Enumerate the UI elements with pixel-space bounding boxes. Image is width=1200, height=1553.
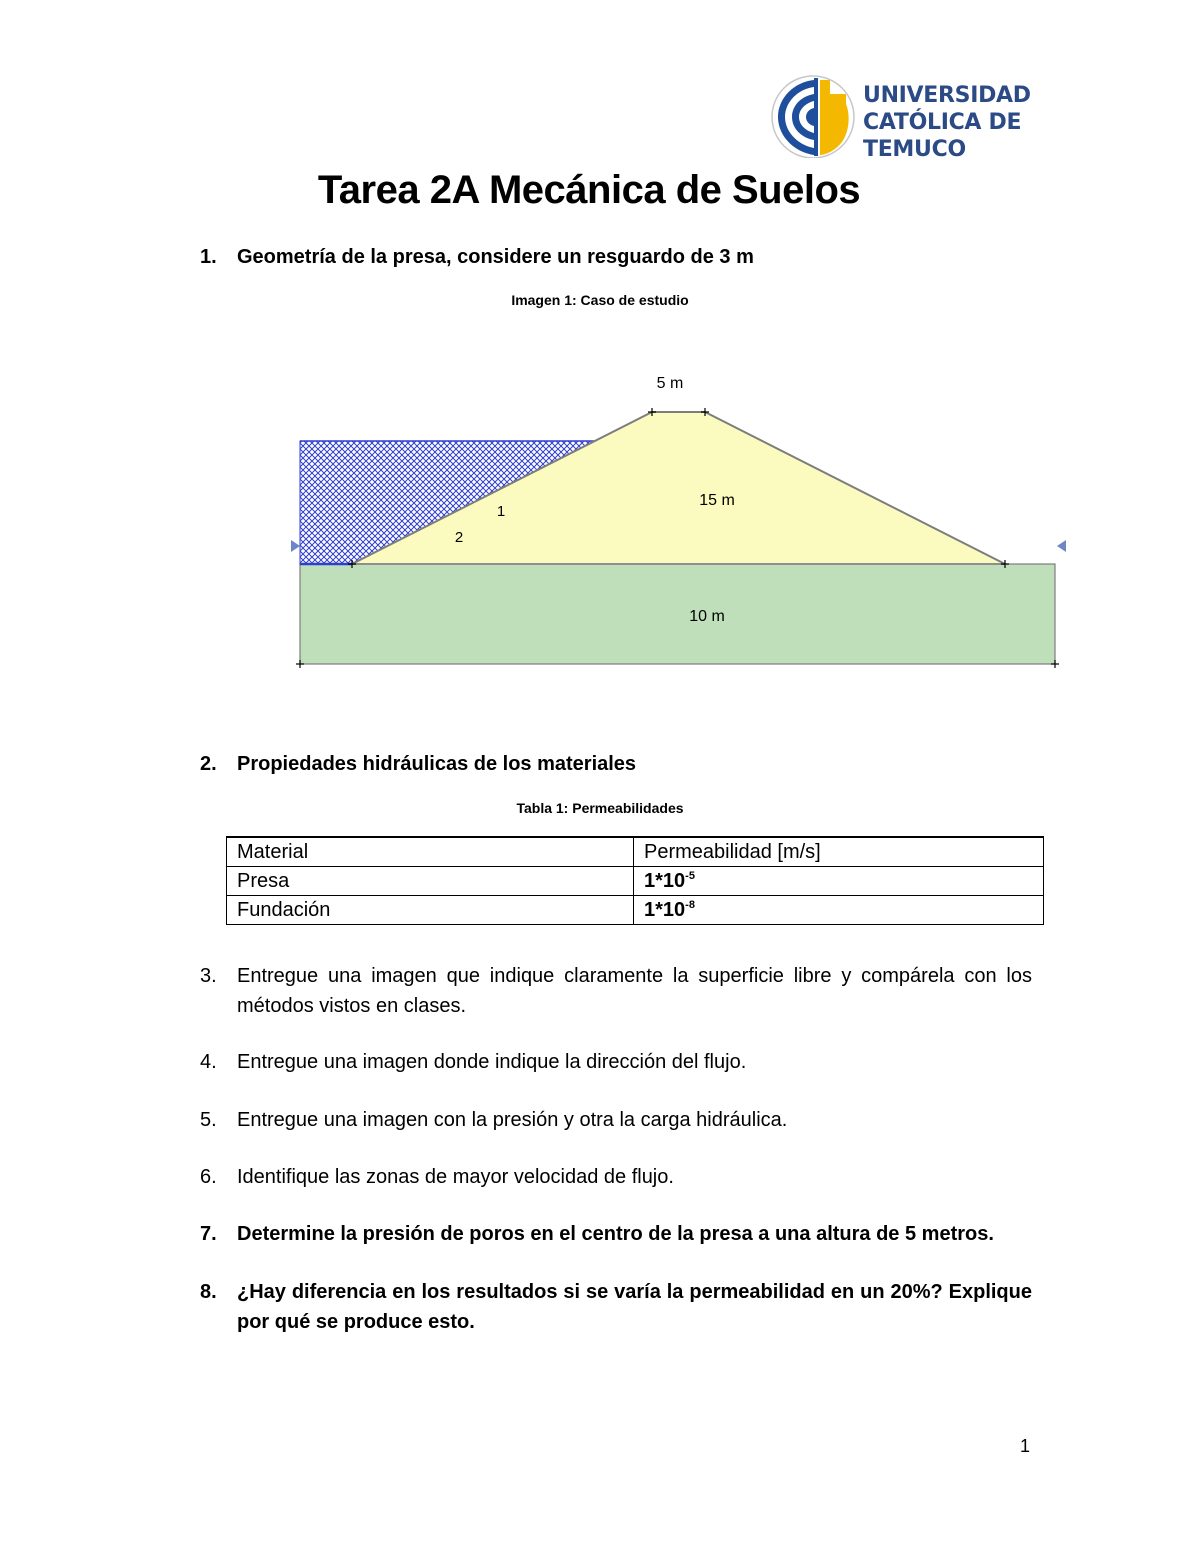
dam-diagram bbox=[285, 350, 1075, 680]
logo-line-2: CATÓLICA DE bbox=[863, 110, 1022, 135]
document-title: Tarea 2A Mecánica de Suelos bbox=[317, 168, 861, 212]
item-text: Entregue una imagen que indique claramente la superficie libre y compárela con los métodos vistos en clases. bbox=[237, 965, 1032, 1017]
dam-height-label: 15 m bbox=[699, 492, 735, 509]
table-cell-permeability: $1*10^{-8}$ bbox=[634, 896, 1044, 925]
table-header-cell: Material bbox=[227, 837, 634, 867]
table-header-cell: Permeabilidad [m/s] bbox=[634, 837, 1044, 867]
university-name bbox=[863, 82, 1031, 163]
item-text: Entregue una imagen con la presión y otra la carga hidráulica. bbox=[237, 1109, 788, 1131]
table-caption: Tabla 1: Permeabilidades bbox=[516, 800, 684, 816]
slope-horizontal-label: 2 bbox=[454, 529, 464, 546]
item-number: 5. bbox=[200, 1109, 217, 1131]
slope-vertical-label: 1 bbox=[496, 503, 506, 520]
item-number: 3. bbox=[200, 965, 217, 987]
permeability-table bbox=[226, 836, 1044, 925]
table-cell-material: Presa bbox=[227, 867, 634, 896]
table-row bbox=[227, 896, 1044, 925]
foundation-layer bbox=[300, 564, 1055, 664]
item-text: Propiedades hidráulicas de los materiales bbox=[237, 753, 637, 775]
item-text: Entregue una imagen donde indique la dirección del flujo. bbox=[237, 1051, 747, 1073]
logo-line-1: UNIVERSIDAD bbox=[863, 83, 1031, 108]
item-number: 7. bbox=[200, 1223, 217, 1245]
figure-caption: Imagen 1: Caso de estudio bbox=[511, 292, 689, 308]
item-number: 8. bbox=[200, 1281, 217, 1303]
table-cell-material: Fundación bbox=[227, 896, 634, 925]
crest-width-label: 5 m bbox=[656, 375, 684, 392]
item-number: 2. bbox=[200, 753, 217, 775]
left-boundary-marker bbox=[291, 540, 300, 552]
table-row bbox=[227, 867, 1044, 896]
table-cell-permeability: $1*10^{-5}$ bbox=[634, 867, 1044, 896]
item-number: 1. bbox=[200, 246, 217, 268]
university-emblem-icon bbox=[770, 72, 856, 158]
item-number: 6. bbox=[200, 1166, 217, 1188]
item-text: ¿Hay diferencia en los resultados si se varía la permeabilidad en un 20%? Explique por qué se produce esto. bbox=[237, 1281, 1032, 1333]
item-text: Geometría de la presa, considere un resguardo de 3 m bbox=[237, 246, 754, 268]
table-header-row bbox=[227, 837, 1044, 867]
right-boundary-marker bbox=[1057, 540, 1066, 552]
item-number: 4. bbox=[200, 1051, 217, 1073]
logo-line-3: TEMUCO bbox=[863, 137, 966, 162]
foundation-thickness-label: 10 m bbox=[689, 608, 725, 625]
item-text: Determine la presión de poros en el centro de la presa a una altura de 5 metros. bbox=[237, 1223, 994, 1245]
university-logo bbox=[770, 72, 1030, 162]
page-number: 1 bbox=[1019, 1436, 1030, 1456]
item-text: Identifique las zonas de mayor velocidad de flujo. bbox=[237, 1166, 674, 1188]
